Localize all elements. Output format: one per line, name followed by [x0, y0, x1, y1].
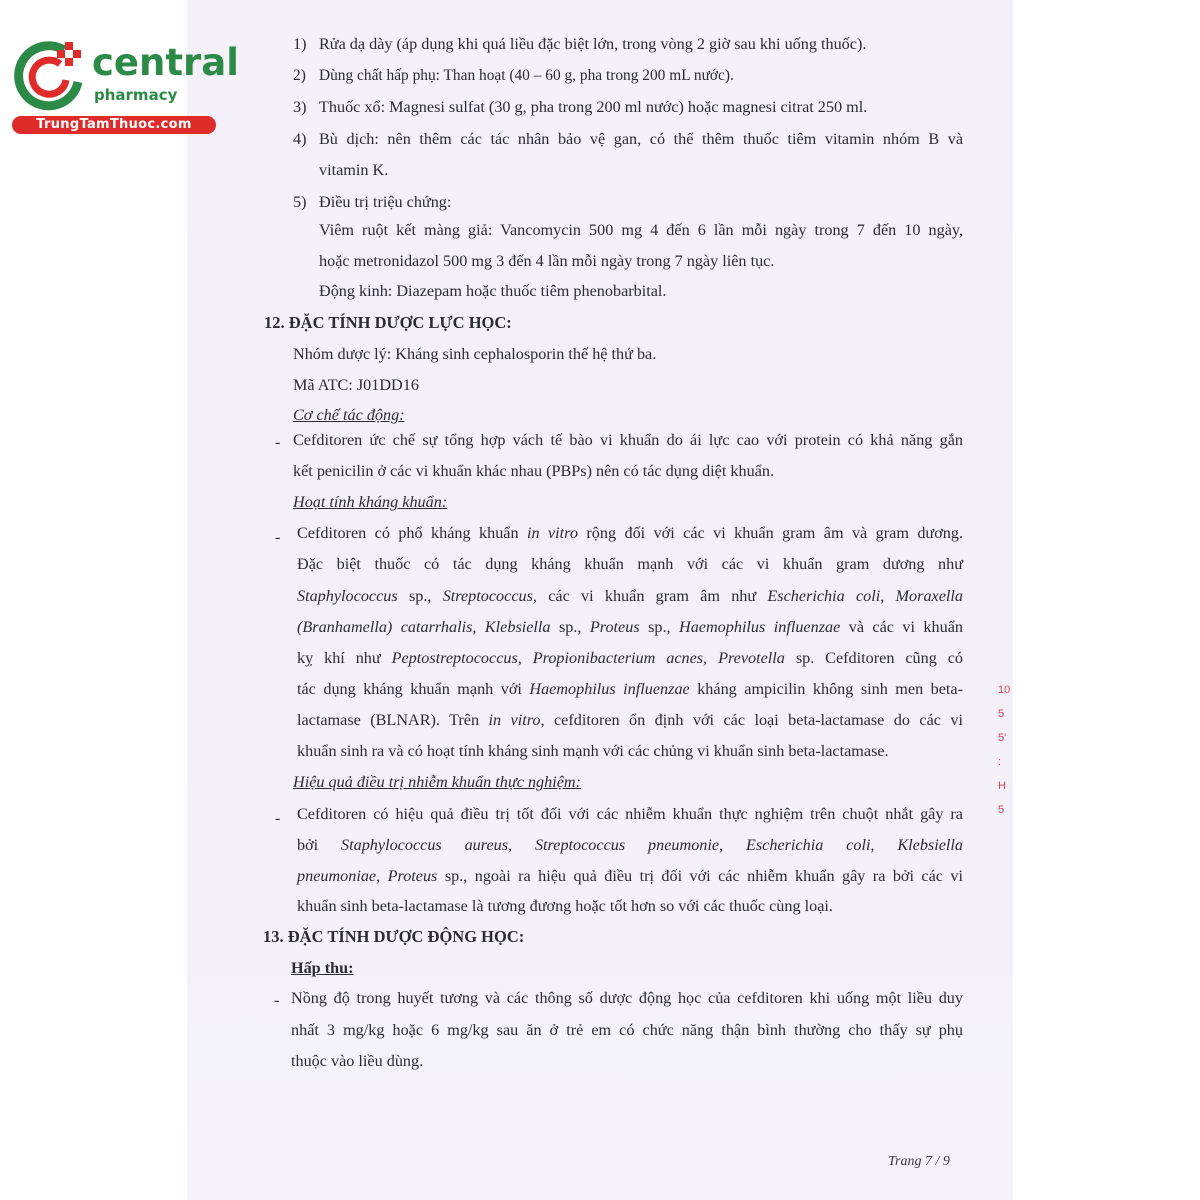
brand-subtitle: pharmacy	[94, 86, 178, 104]
text: sp.,	[397, 587, 443, 605]
text-italic: (Branhamella) catarrhalis, Klebsiella	[297, 618, 551, 636]
text-italic: Staphylococcus	[297, 587, 398, 605]
text: rộng đối với các vi khuẩn gram âm và gram dương.	[577, 524, 963, 542]
text-italic: Proteus	[589, 618, 640, 636]
absorption-line-2: nhất 3 mg/kg hoặc 6 mg/kg sau ăn ở trẻ em có chức năng thận bình thường cho thấy sự phụ	[291, 1021, 963, 1039]
mechanism-line-2: kết penicilin ở các vi khuẩn khác nhau (PBPs) nên có tác dụng diệt khuẩn.	[293, 462, 775, 480]
efficacy-line-2	[297, 835, 963, 855]
text-italic: Streptococcus,	[442, 587, 537, 605]
text-italic: Haemophilus influenzae	[529, 680, 690, 698]
pharmacologic-group: Nhóm dược lý: Kháng sinh cephalosporin thế hệ thứ ba.	[293, 345, 657, 363]
activity-line-4	[297, 617, 963, 637]
step-2	[293, 66, 734, 86]
text: sp.,	[550, 618, 590, 636]
step-number: 2)	[293, 67, 306, 84]
text-italic: pneumoniae, Proteus	[297, 867, 438, 885]
stamp-fragment: H	[998, 780, 1006, 792]
step-4-cont: vitamin K.	[319, 161, 389, 179]
step-text: Dùng chất hấp phụ: Than hoạt (40 – 60 g, pha trong 200 mL nước).	[319, 67, 734, 84]
step-number: 3)	[293, 98, 307, 116]
step-text: Thuốc xổ: Magnesi sulfat (30 g, pha trong 200 ml nước) hoặc magnesi citrat 250 ml.	[319, 98, 868, 116]
text-italic: Escherichia coli, Moraxella	[767, 587, 963, 605]
stamp-fragment: :	[998, 756, 1002, 768]
step-number: 4)	[293, 130, 307, 148]
efficacy-line-4: khuẩn sinh beta-lactamase là tương đương hoặc tốt hơn so với các thuốc cùng loại.	[297, 897, 833, 915]
text: sp.,	[639, 618, 679, 636]
symptomatic-line-1: Viêm ruột kết màng giả: Vancomycin 500 mg 4 đến 6 lần mỗi ngày trong 7 đến 10 ngày,	[319, 221, 963, 239]
step-text: Bù dịch: nên thêm các tác nhân bảo vệ gan, có thể thêm thuốc tiêm vitamin nhóm B và	[319, 130, 963, 148]
mechanism-heading: Cơ chế tác động:	[293, 406, 405, 424]
symptomatic-line-2: hoặc metronidazol 500 mg 3 đến 4 lần mỗi ngày trong 7 ngày liên tục.	[319, 252, 775, 270]
bullet-dash: -	[275, 809, 281, 827]
step-text: Rửa dạ dày (áp dụng khi quá liều đặc biệt lớn, trong vòng 2 giờ sau khi uống thuốc).	[319, 35, 867, 53]
text: bởi	[297, 836, 342, 854]
absorption-line-1: Nồng độ trong huyết tương và các thông số dược động học của cefditoren khi uống một liều duy	[291, 989, 963, 1007]
margin-stamp	[998, 678, 1014, 822]
stamp-fragment: 5	[998, 804, 1005, 816]
text-italic: Haemophilus influenzae	[679, 618, 841, 636]
atc-code: Mã ATC: J01DD16	[293, 376, 419, 394]
text: Cefditoren có phổ kháng khuẩn	[297, 524, 527, 542]
activity-heading: Hoạt tính kháng khuẩn:	[293, 493, 448, 511]
text: kháng ampicilin không sinh men beta-	[689, 680, 963, 698]
stamp-fragment: 5	[998, 708, 1005, 720]
text: các vi khuẩn gram âm như	[536, 587, 768, 605]
step-number: 5)	[293, 193, 307, 211]
activity-line-1	[297, 523, 963, 543]
step-text: Điều trị triệu chứng:	[319, 193, 452, 211]
absorption-heading: Hấp thu:	[291, 959, 354, 977]
section-12-title: 12. ĐẶC TÍNH DƯỢC LỰC HỌC:	[264, 313, 512, 332]
text-italic: Staphylococcus aureus, Streptococcus pneumonie, Escherichia coli, Klebsiella	[341, 836, 963, 854]
step-5	[293, 192, 451, 212]
step-1	[293, 34, 866, 54]
efficacy-heading: Hiệu quả điều trị nhiễm khuẩn thực nghiệm:	[293, 773, 582, 791]
website-link[interactable]: TrungTamThuoc.com	[12, 116, 216, 134]
bullet-dash: -	[274, 991, 280, 1009]
document-page	[187, 0, 1013, 1200]
text-italic: in vitro,	[488, 711, 545, 729]
section-13-title: 13. ĐẶC TÍNH DƯỢC ĐỘNG HỌC:	[263, 927, 525, 946]
efficacy-line-3	[297, 866, 963, 886]
text: kỵ khí như	[297, 649, 392, 667]
bullet-dash: -	[275, 433, 281, 451]
pharmacy-cross-icon	[12, 36, 92, 112]
step-3	[293, 97, 867, 117]
absorption-line-3: thuộc vào liều dùng.	[291, 1052, 424, 1070]
stamp-fragment: 10	[998, 684, 1011, 696]
activity-line-5	[297, 648, 963, 668]
symptomatic-line-3: Động kinh: Diazepam hoặc thuốc tiêm phenobarbital.	[319, 282, 667, 300]
step-number: 1)	[293, 35, 307, 53]
text: và các vi khuẩn	[840, 618, 963, 636]
page-number: Trang 7 / 9	[888, 1154, 950, 1169]
step-4	[293, 129, 963, 149]
activity-line-3	[297, 586, 963, 606]
text: tác dụng kháng khuẩn mạnh với	[297, 680, 530, 698]
text: lactamase (BLNAR). Trên	[297, 711, 489, 729]
text: sp., ngoài ra hiệu quả điều trị đối với các nhiễm khuẩn gây ra bởi các vi	[437, 867, 963, 885]
activity-line-2: Đặc biệt thuốc có tác dụng kháng khuẩn mạnh với các vi khuẩn gram dương như	[297, 555, 963, 573]
text: sp. Cefditoren cũng có	[784, 649, 963, 667]
activity-line-7	[297, 710, 963, 730]
stamp-fragment: 5'	[998, 732, 1007, 744]
activity-line-8: khuẩn sinh ra và có hoạt tính kháng sinh mạnh với các chủng vi khuẩn sinh beta-lactamase.	[297, 742, 889, 760]
text-italic: Peptostreptococcus, Propionibacterium acnes, Prevotella	[391, 649, 785, 667]
bullet-dash: -	[275, 528, 281, 546]
text: cefditoren ổn định với các loại beta-lactamase do các vi	[544, 711, 963, 729]
central-pharmacy-logo[interactable]	[8, 36, 239, 136]
efficacy-line-1: Cefditoren có hiệu quả điều trị tốt đối với các nhiễm khuẩn thực nghiệm trên chuột nhắt gây ra	[297, 805, 963, 823]
activity-line-6	[297, 679, 963, 699]
text-italic: in vitro	[526, 524, 578, 542]
brand-name: central	[92, 41, 239, 84]
mechanism-line-1: Cefditoren ức chế sự tổng hợp vách tế bào vi khuẩn do ái lực cao với protein có khả năng gắn	[293, 431, 963, 449]
